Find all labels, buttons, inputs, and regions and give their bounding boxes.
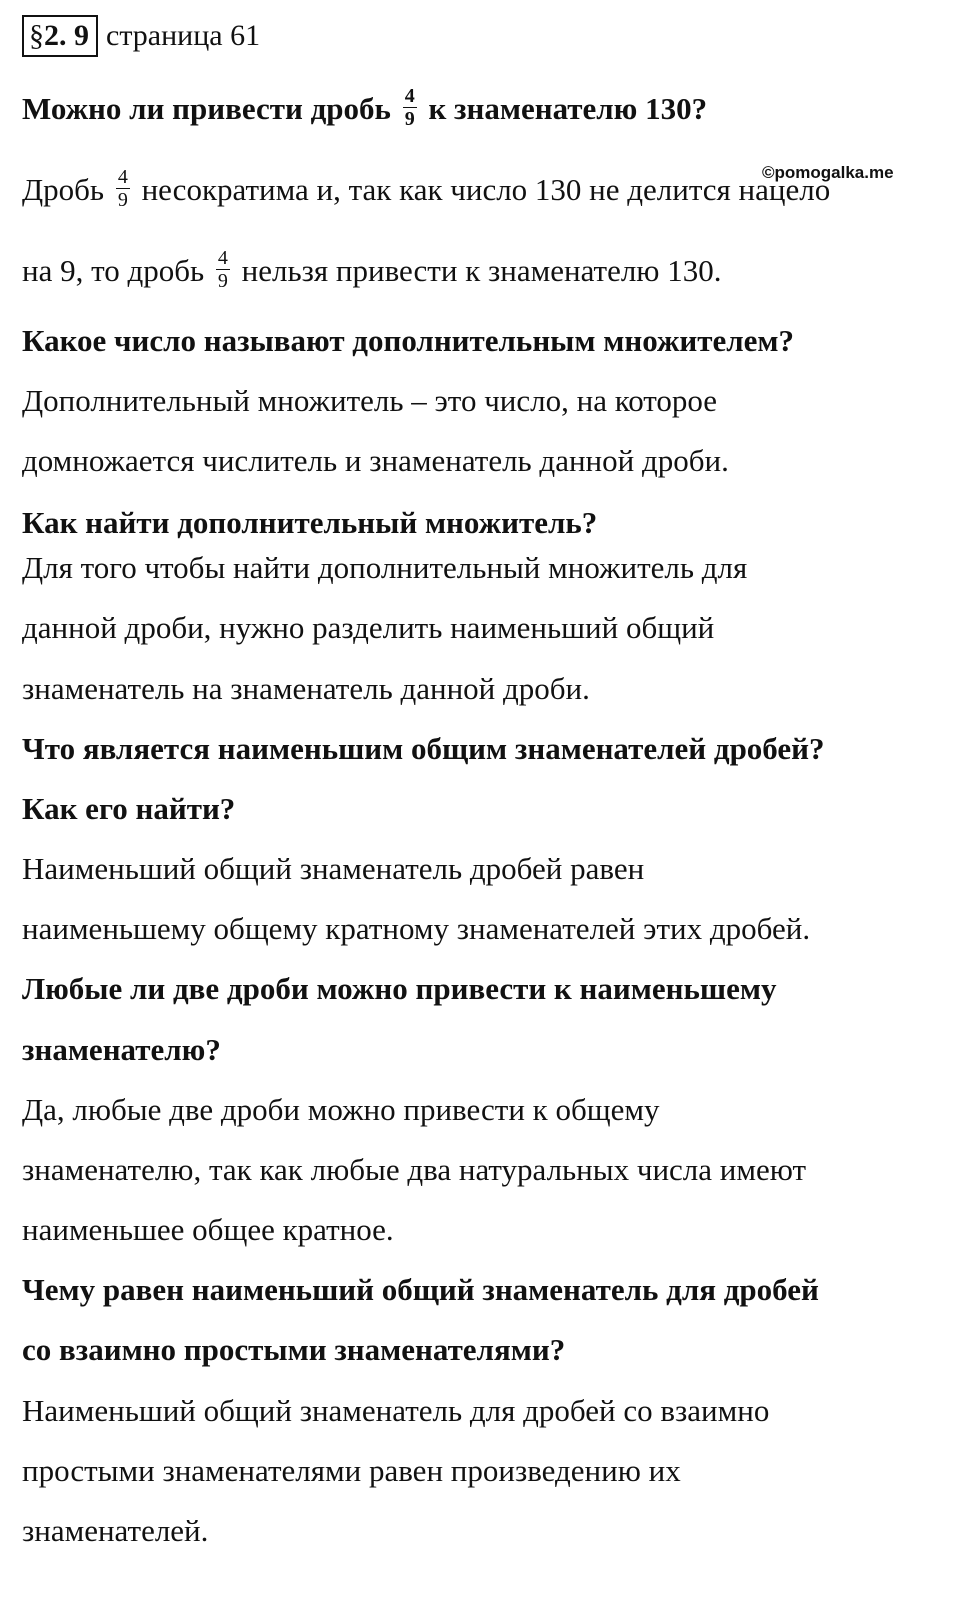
answer-line: знаменателей.: [22, 1513, 209, 1548]
answer-text-before: Дробь: [22, 172, 105, 207]
answer-line: Дополнительный множитель – это число, на которое: [22, 383, 718, 418]
section-number-box: [22, 15, 98, 57]
answer-text-after: нельзя привести к знаменателю 130.: [241, 253, 722, 288]
fraction-numerator: 4: [117, 166, 128, 189]
answer-text-after: несократима и, так как число 130 не делится нацело: [141, 172, 831, 207]
answer-line: Наименьший общий знаменатель для дробей со взаимно: [22, 1393, 770, 1428]
question-reduce-fraction: [22, 85, 708, 134]
answer-line: знаменатель на знаменатель данной дроби.: [22, 671, 590, 706]
fraction-numerator: 4: [404, 85, 415, 108]
fraction-4-9: [403, 85, 417, 130]
fraction-4-9: [116, 166, 130, 211]
section-symbol: §: [29, 19, 44, 52]
question-heading: знаменателю?: [22, 1032, 221, 1067]
question-heading: Какое число называют дополнительным множителем?: [22, 323, 795, 358]
answer-line: домножается числитель и знаменатель данной дроби.: [22, 443, 729, 478]
answer-line: наименьшему общему кратному знаменателей этих дробей.: [22, 911, 811, 946]
watermark-text: ©pomogalka.me: [762, 163, 894, 182]
fraction-numerator: 4: [217, 247, 228, 270]
question-heading: Чему равен наименьший общий знаменатель для дробей: [22, 1272, 819, 1307]
answer-line: Да, любые две дроби можно привести к общему: [22, 1092, 660, 1127]
question-heading: Любые ли две дроби можно привести к наименьшему: [22, 971, 777, 1006]
answer-line: Наименьший общий знаменатель дробей равен: [22, 851, 645, 886]
fraction-denominator: 9: [117, 189, 128, 212]
fraction-denominator: 9: [217, 270, 228, 293]
fraction-denominator: 9: [404, 108, 415, 131]
answer-line: Для того чтобы найти дополнительный множитель для: [22, 550, 748, 585]
answer-line: простыми знаменателями равен произведению их: [22, 1453, 681, 1488]
page-label: страница 61: [106, 19, 261, 52]
fraction-4-9: [216, 247, 230, 292]
answer-line: [22, 166, 831, 215]
question-heading: Что является наименьшим общим знаменателей дробей?: [22, 731, 825, 766]
answer-line: [22, 247, 722, 296]
question-heading: Как его найти?: [22, 791, 236, 826]
question-heading: Как найти дополнительный множитель?: [22, 505, 598, 540]
question-heading: со взаимно простыми знаменателями?: [22, 1332, 566, 1367]
section-number: 2. 9: [44, 19, 89, 52]
question-text-after: к знаменателю 130?: [428, 91, 708, 126]
section-header: [22, 14, 260, 58]
question-text-before: Можно ли привести дробь: [22, 91, 391, 126]
answer-line: наименьшее общее кратное.: [22, 1212, 394, 1247]
answer-line: данной дроби, нужно разделить наименьший общий: [22, 610, 715, 645]
answer-line: знаменателю, так как любые два натуральных числа имеют: [22, 1152, 807, 1187]
answer-text-before: на 9, то дробь: [22, 253, 205, 288]
